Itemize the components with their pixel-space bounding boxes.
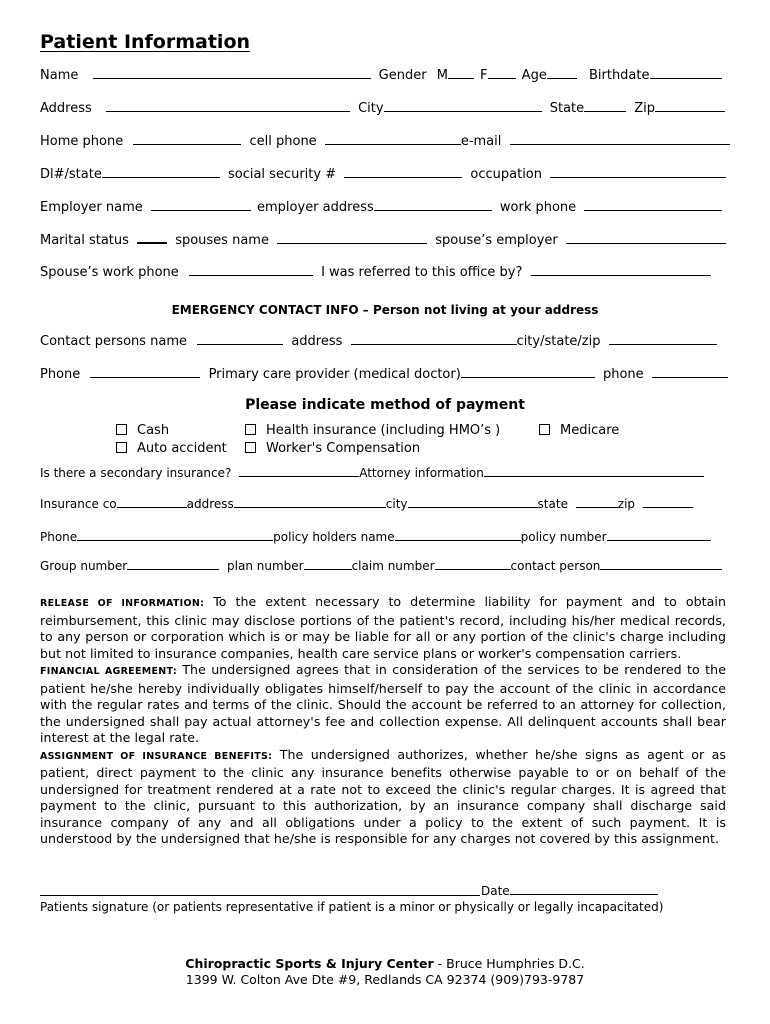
- clinic-name: Chiropractic Sports & Injury Center: [185, 956, 434, 971]
- row-employer: [40, 198, 722, 216]
- spouses-work-phone-label: Spouse’s work phone: [40, 265, 179, 280]
- work-phone-label: work phone: [499, 200, 577, 215]
- name-field[interactable]: [93, 66, 371, 79]
- occupation-field[interactable]: [550, 165, 726, 178]
- medicare-label: Medicare: [560, 423, 620, 438]
- assignment-paragraph: [40, 747, 726, 848]
- insurance-zip-field[interactable]: [643, 495, 693, 508]
- row-policy: [40, 528, 711, 545]
- checkbox-icon[interactable]: [539, 424, 550, 435]
- home-phone-label: Home phone: [40, 134, 124, 149]
- checkbox-icon[interactable]: [116, 424, 127, 435]
- insurance-zip-label: zip: [617, 497, 636, 511]
- gender-label: Gender: [378, 68, 427, 83]
- payment-heading: Please indicate method of payment: [245, 397, 525, 413]
- checkbox-workers-comp[interactable]: [245, 441, 420, 457]
- date-label: Date: [481, 884, 510, 898]
- contact-person-label: contact person: [510, 559, 601, 573]
- plan-number-field[interactable]: [304, 557, 352, 570]
- checkbox-icon[interactable]: [245, 442, 256, 453]
- contact-address-label: address: [291, 334, 343, 349]
- checkbox-icon[interactable]: [245, 424, 256, 435]
- contact-city-state-zip-label: city/state/zip: [516, 334, 601, 349]
- assignment-text: The undersigned authorizes, whether he/she signs as agent or as patient, direct payment to the clinic any insurance benefits otherwise payable to or on behalf of the undersigned for treatment rendered at a rate not to exceed the clinic's regular charges. It is agreed that payment to the clinic, pursuant to this authorization, by an insurance company shall discharge said insurance company of any and all obligations under a policy to the extent of such payment. It is understood by the undersigned that he/she is responsible for any charges not covered by this assignment.: [40, 746, 727, 846]
- checkbox-icon[interactable]: [116, 442, 127, 453]
- financial-paragraph: [40, 662, 726, 747]
- birthdate-label: Birthdate: [588, 68, 650, 83]
- cell-phone-field[interactable]: [325, 132, 461, 145]
- spouses-name-label: spouses name: [175, 233, 269, 248]
- contact-city-state-zip-field[interactable]: [609, 332, 717, 345]
- employer-address-label: employer address: [257, 200, 374, 215]
- marital-status-label: Marital status: [40, 233, 129, 248]
- signature-field[interactable]: [40, 883, 480, 896]
- workers-comp-label: Worker's Compensation: [266, 441, 421, 456]
- claim-number-field[interactable]: [435, 557, 511, 570]
- zip-field[interactable]: [655, 99, 725, 112]
- doctor-name: - Bruce Humphries D.C.: [433, 956, 585, 971]
- row-contact: [40, 332, 717, 350]
- release-label: RELEASE OF INFORMATION:: [40, 598, 205, 609]
- spouses-employer-field[interactable]: [566, 231, 726, 244]
- city-field[interactable]: [384, 99, 542, 112]
- email-label: e-mail: [460, 134, 502, 149]
- footer-address: 1399 W. Colton Ave Dte #9, Redlands CA 92374 (909)793-9787: [185, 972, 585, 987]
- emergency-heading: EMERGENCY CONTACT INFO – Person not living at your address: [171, 303, 599, 317]
- row-contact-phone: [40, 365, 728, 383]
- address-label: Address: [40, 101, 92, 116]
- insurance-co-field[interactable]: [117, 495, 187, 508]
- page-title: Patient Information: [40, 31, 251, 53]
- policy-number-label: policy number: [520, 530, 607, 544]
- insurance-address-field[interactable]: [234, 495, 386, 508]
- primary-care-field[interactable]: [461, 365, 595, 378]
- release-paragraph: [40, 594, 726, 662]
- group-number-label: Group number: [40, 559, 128, 573]
- row-license: [40, 165, 726, 183]
- age-label: Age: [521, 68, 547, 83]
- row-insurance-co: [40, 495, 693, 512]
- secondary-insurance-label: Is there a secondary insurance?: [40, 466, 232, 480]
- checkbox-auto-accident[interactable]: [116, 441, 227, 457]
- insurance-state-label: state: [537, 497, 568, 511]
- auto-accident-label: Auto accident: [137, 441, 227, 456]
- spouses-name-field[interactable]: [277, 231, 427, 244]
- insurance-address-label: address: [186, 497, 234, 511]
- insurance-phone-field[interactable]: [77, 528, 273, 541]
- gender-m-label: M: [436, 68, 448, 83]
- policy-holders-name-label: policy holders name: [273, 530, 395, 544]
- referred-label: I was referred to this office by?: [321, 265, 523, 280]
- attorney-info-field[interactable]: [484, 464, 704, 477]
- insurance-state-field[interactable]: [576, 495, 618, 508]
- cell-phone-label: cell phone: [249, 134, 317, 149]
- attorney-info-label: Attorney information: [359, 466, 484, 480]
- group-number-field[interactable]: [127, 557, 219, 570]
- gender-f-field[interactable]: [488, 66, 516, 79]
- financial-label: FINANCIAL AGREEMENT:: [40, 666, 177, 677]
- row-spouse-phone: [40, 263, 711, 281]
- insurance-phone-label: Phone: [40, 530, 78, 544]
- spouses-employer-label: spouse’s employer: [435, 233, 558, 248]
- date-field[interactable]: [510, 882, 658, 895]
- primary-care-phone-label: phone: [602, 367, 644, 382]
- marital-status-field[interactable]: [137, 230, 167, 244]
- signature-caption: Patients signature (or patients representative if patient is a minor or physically or legally incapacitated): [40, 900, 664, 914]
- city-label: City: [358, 101, 384, 116]
- contact-phone-field[interactable]: [90, 365, 200, 378]
- contact-name-label: Contact persons name: [40, 334, 188, 349]
- footer-clinic-line: [0, 956, 770, 971]
- birthdate-field[interactable]: [650, 66, 722, 79]
- address-field[interactable]: [106, 99, 350, 112]
- secondary-insurance-field[interactable]: [239, 464, 359, 477]
- row-address: [40, 99, 725, 117]
- name-label: Name: [40, 68, 79, 83]
- cash-label: Cash: [137, 423, 170, 438]
- row-secondary-insurance: [40, 464, 704, 481]
- row-marital: [40, 230, 726, 249]
- row-name: [40, 66, 722, 84]
- employer-name-label: Employer name: [40, 200, 143, 215]
- health-insurance-label: Health insurance (including HMO’s ): [266, 423, 501, 438]
- gender-m-field[interactable]: [448, 66, 474, 79]
- policy-holders-name-field[interactable]: [395, 528, 521, 541]
- assignment-label: ASSIGNMENT OF INSURANCE BENEFITS:: [40, 750, 273, 762]
- ssn-field[interactable]: [344, 165, 462, 178]
- row-group: [40, 557, 722, 574]
- release-text: To the extent necessary to determine liability for payment and to obtain reimbursement, this clinic may disclose portions of the patient's record, including his/her medical records, to any person or corporation which is or may be liable for all or any portion of the clinic's charge including but not limited to insurance companies, health care service plans or worker's compensation carriers.: [40, 594, 726, 661]
- row-phones: [40, 132, 730, 150]
- employer-name-field[interactable]: [151, 198, 251, 211]
- insurance-co-label: Insurance co: [40, 497, 117, 511]
- employer-address-field[interactable]: [374, 198, 492, 211]
- work-phone-field[interactable]: [584, 198, 722, 211]
- contact-address-field[interactable]: [351, 332, 517, 345]
- referred-field[interactable]: [531, 263, 711, 276]
- email-field[interactable]: [510, 132, 730, 145]
- primary-care-phone-field[interactable]: [652, 365, 728, 378]
- plan-number-label: plan number: [227, 559, 304, 573]
- insurance-city-field[interactable]: [408, 495, 538, 508]
- gender-f-label: F: [480, 68, 488, 83]
- checkbox-medicare[interactable]: [539, 423, 619, 439]
- insurance-city-label: city: [385, 497, 408, 511]
- contact-person-field[interactable]: [600, 557, 722, 570]
- checkbox-health-insurance[interactable]: [245, 423, 500, 439]
- legal-text: [40, 594, 726, 848]
- home-phone-field[interactable]: [133, 132, 241, 145]
- policy-number-field[interactable]: [607, 528, 711, 541]
- spouses-work-phone-field[interactable]: [189, 263, 313, 276]
- ssn-label: social security #: [227, 167, 337, 182]
- age-field[interactable]: [547, 66, 577, 79]
- contact-name-field[interactable]: [197, 332, 283, 345]
- state-field[interactable]: [584, 99, 626, 112]
- row-date: [481, 882, 658, 899]
- claim-number-label: claim number: [351, 559, 435, 573]
- contact-phone-label: Phone: [40, 367, 81, 382]
- checkbox-cash[interactable]: [116, 423, 169, 439]
- occupation-label: occupation: [470, 167, 542, 182]
- primary-care-label: Primary care provider (medical doctor): [208, 367, 461, 382]
- zip-label: Zip: [634, 101, 656, 116]
- financial-text: The undersigned agrees that in consideration of the services to be rendered to the patient he/she hereby individually obligates himself/herself to pay the account of the clinic in accordance with the regular rates and terms of the clinic. Should the account be referred to an attorney for collection, the undersigned shall pay actual attorney's fee and collection expense. All delinquent accounts shall bear interest at the legal rate.: [40, 662, 726, 745]
- state-label: State: [549, 101, 585, 116]
- dl-state-label: Dl#/state: [40, 167, 102, 182]
- dl-state-field[interactable]: [102, 165, 220, 178]
